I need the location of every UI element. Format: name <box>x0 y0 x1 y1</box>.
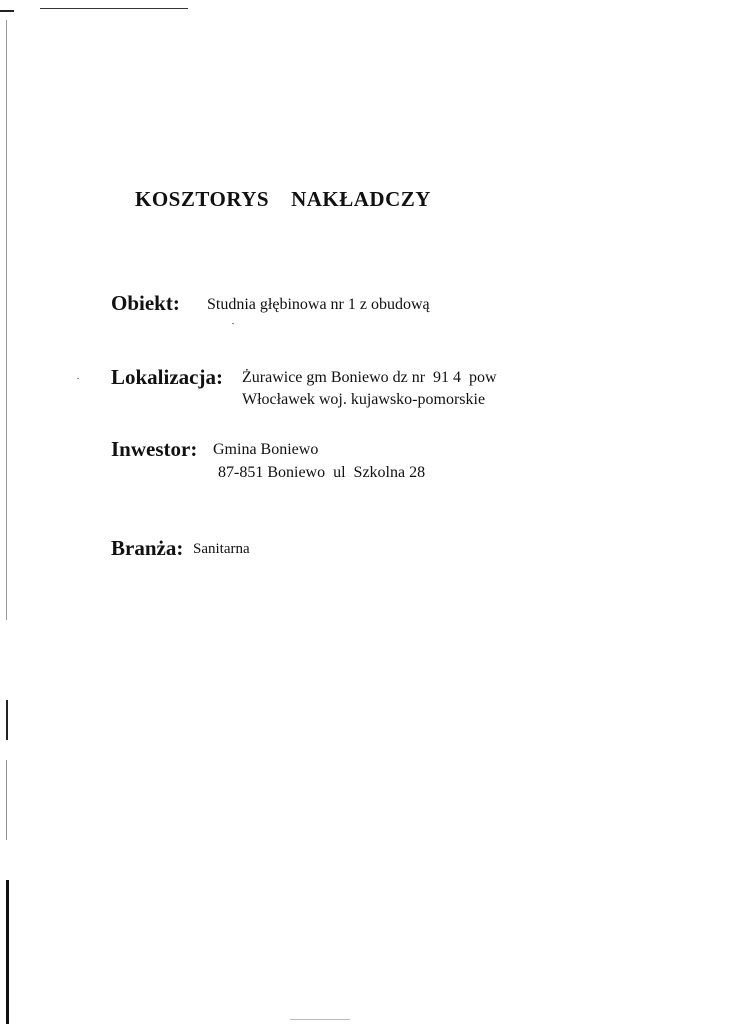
lokalizacja-line-2: Włocławek woj. kujawsko-pomorskie <box>242 391 486 408</box>
inwestor-line-1: Gmina Boniewo <box>213 441 319 458</box>
scan-corner-mark <box>0 10 14 12</box>
scan-left-edge <box>6 760 7 840</box>
scan-top-rule <box>40 8 188 9</box>
title-part-1: KOSZTORYS <box>135 187 270 211</box>
document-title <box>135 187 431 212</box>
scan-speck <box>232 323 234 324</box>
scan-speck <box>77 378 79 379</box>
inwestor-label: Inwestor: <box>111 437 198 461</box>
obiekt-value: Studnia głębinowa nr 1 z obudową <box>207 296 430 313</box>
obiekt-label: Obiekt: <box>111 291 180 315</box>
scan-left-edge <box>6 20 7 620</box>
inwestor-line-2: 87-851 Boniewo ul Szkolna 28 <box>218 464 426 481</box>
lokalizacja-line-1: Żurawice gm Boniewo dz nr 91 4 pow <box>242 369 497 386</box>
branza-label: Branża: <box>111 536 184 560</box>
lokalizacja-label: Lokalizacja: <box>111 365 223 389</box>
scan-left-edge <box>6 880 9 1024</box>
branza-value: Sanitarna <box>193 541 250 557</box>
scan-speck <box>290 1019 350 1020</box>
scan-left-edge <box>6 700 8 740</box>
title-part-2: NAKŁADCZY <box>291 187 431 211</box>
